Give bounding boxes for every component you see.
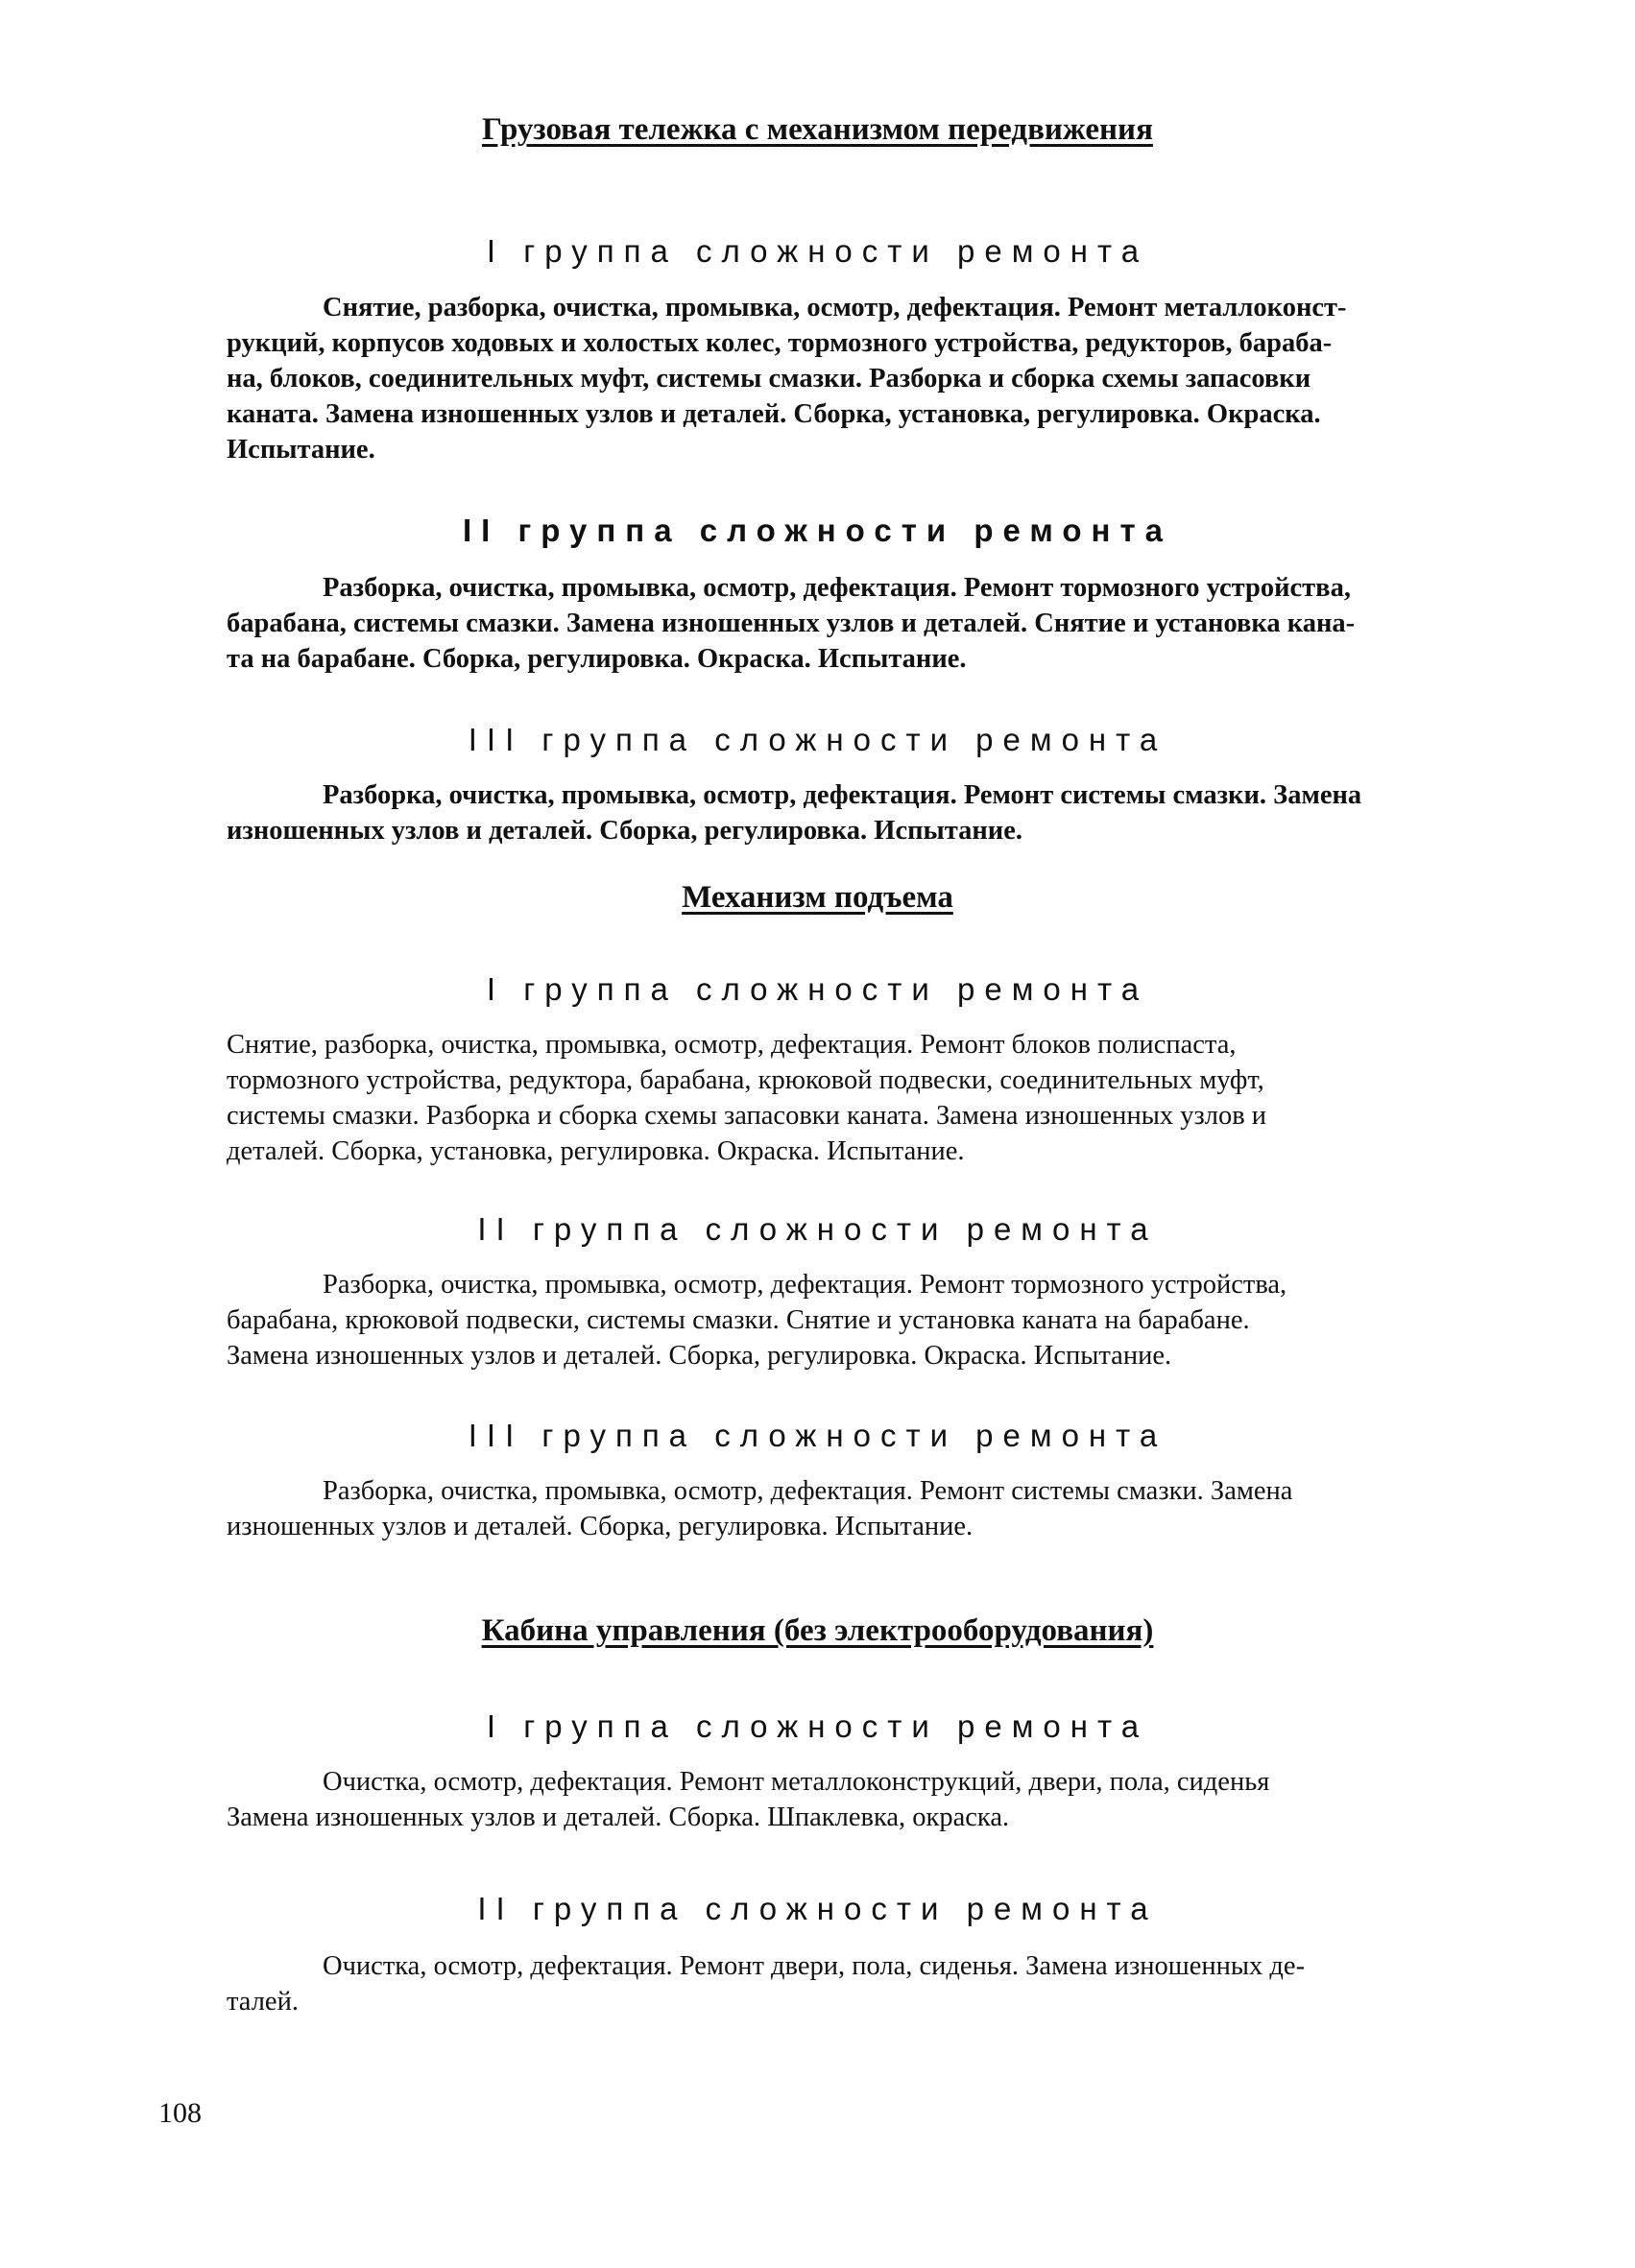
paragraph-line: Снятие, разборка, очистка, промывка, осмотр, дефектация. Ремонт блоков полиспаста, [227,1030,1237,1060]
paragraph-line: Очистка, осмотр, дефектация. Ремонт металлоконструкций, двери, пола, сиденья [323,1767,1270,1797]
paragraph-lifting-3 [227,1473,1475,1544]
section-title-lifting: Механизм подъема [682,880,953,915]
group-heading-cabin-2: II группа сложности ремонта [477,1891,1158,1926]
paragraph-line: барабана, системы смазки. Замена изношенных узлов и деталей. Снятие и установка кана- [227,609,1356,638]
paragraph-line: системы смазки. Разборка и сборка схемы запасовки каната. Замена изношенных узлов и [227,1101,1267,1131]
paragraph-line: талей. [227,1987,299,2017]
paragraph-line: Снятие, разборка, очистка, промывка, осмотр, дефектация. Ремонт металлоконст- [323,293,1347,322]
paragraph-lifting-1 [227,1027,1475,1169]
section-title-trolley: Грузовая тележка с механизмом передвижения [482,112,1153,147]
paragraph-line: Разборка, очистка, промывка, осмотр, дефектация. Ремонт тормозного устройства, [323,573,1351,603]
paragraph-trolley-2 [227,570,1475,677]
paragraph-trolley-1 [227,290,1475,467]
paragraph-line: изношенных узлов и деталей. Сборка, регулировка. Испытание. [227,1512,974,1541]
section-title-cabin: Кабина управления (без электрооборудования) [481,1613,1154,1648]
paragraph-trolley-3 [227,777,1475,848]
paragraph-line: Замена изношенных узлов и деталей. Сборка. Шпаклевка, окраска. [227,1802,1010,1832]
group-heading-lifting-1: I группа сложности ремонта [486,971,1149,1007]
paragraph-line: та на барабане. Сборка, регулировка. Окраска. Испытание. [227,644,967,674]
paragraph-line: Замена изношенных узлов и деталей. Сборка, регулировка. Окраска. Испытание. [227,1341,1172,1371]
paragraph-lifting-2 [227,1267,1475,1373]
paragraph-line: Очистка, осмотр, дефектация. Ремонт двери, пола, сиденья. Замена изношенных де- [323,1951,1306,1981]
group-heading-trolley-2: II группа сложности ремонта [463,513,1172,548]
page-number: 108 [158,2097,202,2129]
paragraph-line: изношенных узлов и деталей. Сборка, регулировка. Испытание. [227,816,1023,846]
group-heading-cabin-1: I группа сложности ремонта [486,1708,1149,1744]
paragraph-cabin-1 [227,1764,1475,1835]
group-heading-lifting-2: II группа сложности ремонта [477,1211,1158,1247]
paragraph-line: Разборка, очистка, промывка, осмотр, дефектация. Ремонт системы смазки. Замена [323,780,1362,810]
paragraph-line: рукций, корпусов ходовых и холостых колес, тормозного устройства, редукторов, бараба- [227,328,1333,358]
paragraph-cabin-2 [227,1948,1475,2019]
group-heading-lifting-3: III группа сложности ремонта [468,1418,1167,1453]
paragraph-line: каната. Замена изношенных узлов и деталей. Сборка, установка, регулировка. Окраска. [227,399,1321,429]
paragraph-line: тормозного устройства, редуктора, барабана, крюковой подвески, соединительных муфт, [227,1065,1264,1095]
paragraph-line: на, блоков, соединительных муфт, системы смазки. Разборка и сборка схемы запасовки [227,364,1311,394]
group-heading-trolley-1: I группа сложности ремонта [486,233,1149,269]
group-heading-trolley-3: III группа сложности ремонта [468,722,1167,757]
paragraph-line: Разборка, очистка, промывка, осмотр, дефектация. Ремонт системы смазки. Замена [323,1476,1293,1506]
paragraph-line: Разборка, очистка, промывка, осмотр, дефектация. Ремонт тормозного устройства, [323,1270,1287,1300]
paragraph-line: барабана, крюковой подвески, системы смазки. Снятие и установка каната на барабане. [227,1305,1250,1335]
paragraph-line: Испытание. [227,435,375,465]
paragraph-line: деталей. Сборка, установка, регулировка. Окраска. Испытание. [227,1136,965,1166]
